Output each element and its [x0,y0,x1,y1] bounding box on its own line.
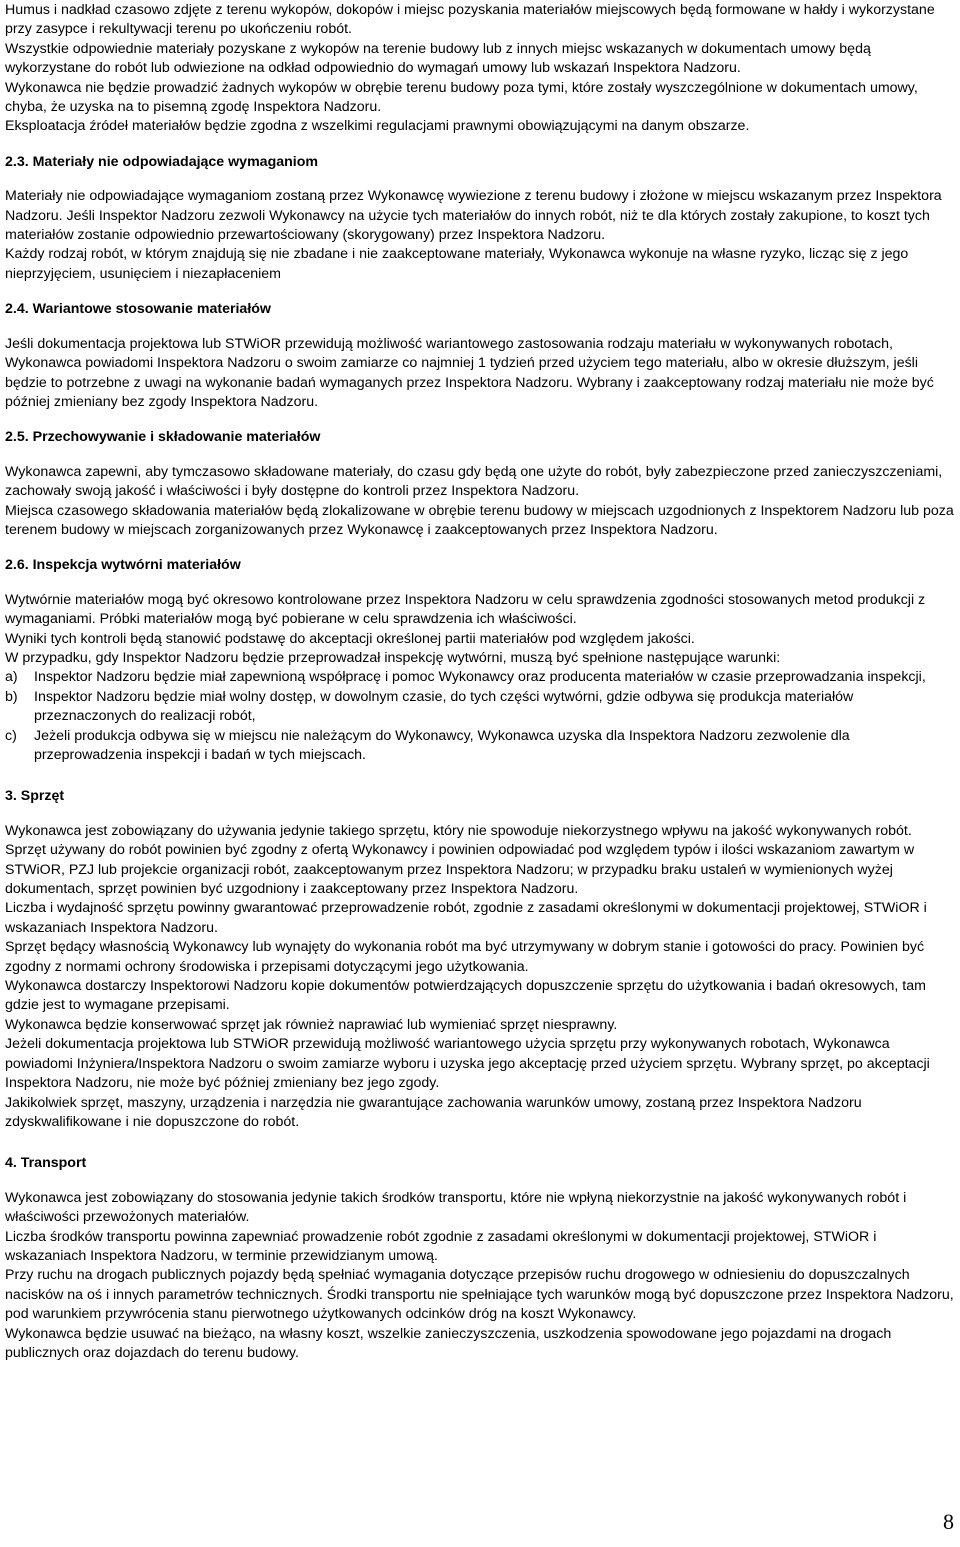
section-2-4 [5,300,955,412]
paragraph: W przypadku, gdy Inspektor Nadzoru będzie przeprowadzał inspekcję wytwórni, muszą być spełnione następujące warunki: [5,649,781,666]
paragraph: Wytwórnie materiałów mogą być okresowo kontrolowane przez Inspektora Nadzoru w celu sprawdzenia zgodności stosowanych metod produkcji z wymaganiami. Próbki materiałów mogą być pobierane w celu sprawdzenia ich właściwości. [5,591,926,628]
list-item [5,668,955,687]
paragraph: Wykonawca dostarczy Inspektorowi Nadzoru kopie dokumentów potwierdzających dopuszczenie sprzętu do użytkowania i badań okresowych, tam gdzie jest to wymagane przepisami. [5,978,926,1014]
paragraph: Jeśli dokumentacja projektowa lub STWiOR przewidują możliwość wariantowego zastosowania rodzaju materiału w wykonywanych robotach, Wykonawca powiadomi Inspektora Nadzoru o swoim zamiarze co najmniej 1 tydzień przed użyciem tego materiału, albo w okresie dłuższym, jeśli będzie to potrzebne z uwagi na wykonanie badań wymaganych przez Inspektora Nadzoru. Wybrany i zaakceptowany rodzaj materiału nie może być później zmieniany bez zgody Inspektora Nadzoru. [5,335,934,410]
paragraph: Wszystkie odpowiednie materiały pozyskane z wykopów na terenie budowy lub z innych miejsc wskazanych w dokumentach umowy będą wykorzystane do robót lub odwiezione na odkład odpowiednio do wymagań umowy lub wskazań Inspektora Nadzoru. [5,40,871,77]
section-heading: 2.3. Materiały nie odpowiadające wymaganiom [5,153,319,170]
list-item-text: Inspektor Nadzoru będzie miał zapewnioną współpracę i pomoc Wykonawcy oraz producenta materiałów w czasie przeprowadzania inspekcji, [34,669,926,686]
list-marker: b) [5,688,18,705]
section-2-5 [5,428,955,540]
list-marker: a) [5,669,18,686]
paragraph: Eksploatacja źródeł materiałów będzie zgodna z wszelkimi regulacjami prawnymi obowiązującymi na danym obszarze. [5,118,750,135]
conditions-list [5,668,955,765]
paragraph: Przy ruchu na drogach publicznych pojazdy będą spełniać wymagania dotyczące przepisów ruchu drogowego w odniesieniu do dopuszczalnych nacisków na oś i innych parametrów technicznych. Środki transportu nie spełniające tych warunków mogą być dopuszczone przez Inspektora Nadzoru, pod warunkiem przywrócenia stanu pierwotnego użytkowanych odcinków dróg na koszt Wykonawcy. [5,1267,954,1323]
paragraph: Wykonawca jest zobowiązany do używania jedynie takiego sprzętu, który nie spowoduje niekorzystnego wpływu na jakość wykonywanych robót. Sprzęt używany do robót powinien być zgodny z ofertą Wykonawcy i powinien odpowiadać pod względem typów i ilości wskazaniom zawartym w STWiOR, PZJ lub projekcie organizacji robót, zaakceptowanym przez Inspektora Nadzoru; w przypadku braku ustaleń w wymienionych wyżej dokumentach, sprzęt powinien być uzgodniony i zaakceptowany przez Inspektora Nadzoru. [5,822,915,898]
paragraph: Wykonawca nie będzie prowadzić żadnych wykopów w obrębie terenu budowy poza tymi, które zostały wyszczególnione w dokumentach umowy, chyba, że uzyska na to pisemną zgodę Inspektora Nadzoru. [5,79,918,116]
list-item [5,688,955,727]
paragraph: Wykonawca zapewni, aby tymczasowo składowane materiały, do czasu gdy będą one użyte do robót, były zabezpieczone przed zanieczyszczeniami, zachowały swoją jakość i właściwości i były dostępne do kontroli przez Inspektora Nadzoru. [5,463,943,500]
paragraph: Liczba środków transportu powinna zapewniać prowadzenie robót zgodnie z zasadami określonymi w dokumentacji projektowej, STWiOR i wskazaniach Inspektora Nadzoru, w terminie przewidzianym umową. [5,1228,877,1264]
paragraph: Humus i nadkład czasowo zdjęte z terenu wykopów, dokopów i miejsc pozyskania materiałów miejscowych będą formowane w hałdy i wykorzystane przy zasypce i rekultywacji terenu po ukończeniu robót. [5,2,935,38]
paragraph: Wykonawca będzie usuwać na bieżąco, na własny koszt, wszelkie zanieczyszczenia, uszkodzenia spowodowane jego pojazdami na drogach publicznych oraz dojazdach do terenu budowy. [5,1325,892,1361]
list-item-text: Inspektor Nadzoru będzie miał wolny dostęp, w dowolnym czasie, do tych części wytwórni, gdzie odbywa się produkcja materiałów przeznaczonych do realizacji robót, [34,688,854,725]
section-heading: 3. Sprzęt [5,788,65,805]
list-marker: c) [5,727,17,744]
section-4 [5,1154,955,1363]
section-2-3 [5,153,955,284]
section-heading: 2.6. Inspekcja wytwórni materiałów [5,557,241,574]
section-heading: 2.5. Przechowywanie i składowanie materiałów [5,429,321,446]
paragraph: Materiały nie odpowiadające wymaganiom zostaną przez Wykonawcę wywiezione z terenu budowy i złożone w miejscu wskazanym przez Inspektora Nadzoru. Jeśli Inspektor Nadzoru zezwoli Wykonawcy na użycie tych materiałów do innych robót, niż te dla których zostały zakupione, to koszt tych materiałów zostanie odpowiednio przewartościowany (skorygowany) przez Inspektora Nadzoru. [5,188,942,244]
paragraph: Wyniki tych kontroli będą stanowić podstawę do akceptacji określonej partii materiałów pod względem jakości. [5,630,695,647]
section-3 [5,787,955,1132]
paragraph: Miejsca czasowego składowania materiałów będą zlokalizowane w obrębie terenu budowy w miejscach uzgodnionych z Inspektorem Nadzoru lub poza terenem budowy w miejscach zorganizowanych przez Wykonawcę i zaakceptowanych przez Inspektora Nadzoru. [5,502,954,538]
page-number: 8 [943,1509,954,1534]
document-page [5,1,955,1363]
section-heading: 4. Transport [5,1155,87,1172]
paragraph: Liczba i wydajność sprzętu powinny gwarantować przeprowadzenie robót, zgodnie z zasadami określonymi w dokumentacji projektowej, STWiOR i wskazaniach Inspektora Nadzoru. [5,900,927,936]
paragraph: Wykonawca będzie konserwować sprzęt jak również naprawiać lub wymieniać sprzęt niesprawny. [5,1016,618,1033]
paragraph: Jeżeli dokumentacja projektowa lub STWiOR przewidują możliwość wariantowego użycia sprzętu przy wykonywanych robotach, Wykonawca powiadomi Inżyniera/Inspektora Nadzoru o swoim zamiarze wyboru i uzyska jego akceptację przed użyciem sprzętu. Wybrany sprzęt, po akceptacji Inspektora Nadzoru, nie może być później zmieniany bez jego zgody. [5,1036,930,1092]
paragraph: Sprzęt będący własnością Wykonawcy lub wynajęty do wykonania robót ma być utrzymywany w dobrym stanie i gotowości do pracy. Powinien być zgodny z normami ochrony środowiska i przepisami dotyczącymi jego użytkowania. [5,939,925,975]
paragraph: Każdy rodzaj robót, w którym znajdują się nie zbadane i nie zaakceptowane materiały, Wykonawca wykonuje na własne ryzyko, licząc się z jego nieprzyjęciem, usunięciem i niezapłaceniem [5,246,909,282]
list-item [5,727,955,766]
paragraph: Wykonawca jest zobowiązany do stosowania jedynie takich środków transportu, które nie wpłyną niekorzystnie na jakość wykonywanych robót i właściwości przewożonych materiałów. [5,1189,907,1226]
intro-section [5,1,955,137]
section-heading: 2.4. Wariantowe stosowanie materiałów [5,301,271,318]
section-2-6 [5,556,955,765]
list-item-text: Jeżeli produkcja odbywa się w miejscu nie należącym do Wykonawcy, Wykonawca uzyska dla Inspektora Nadzoru zezwolenie dla przeprowadzenia inspekcji i badań w tych miejscach. [34,727,850,763]
paragraph: Jakikolwiek sprzęt, maszyny, urządzenia i narzędzia nie gwarantujące zachowania warunków umowy, zostaną przez Inspektora Nadzoru zdyskwalifikowane i nie dopuszczone do robót. [5,1094,862,1130]
